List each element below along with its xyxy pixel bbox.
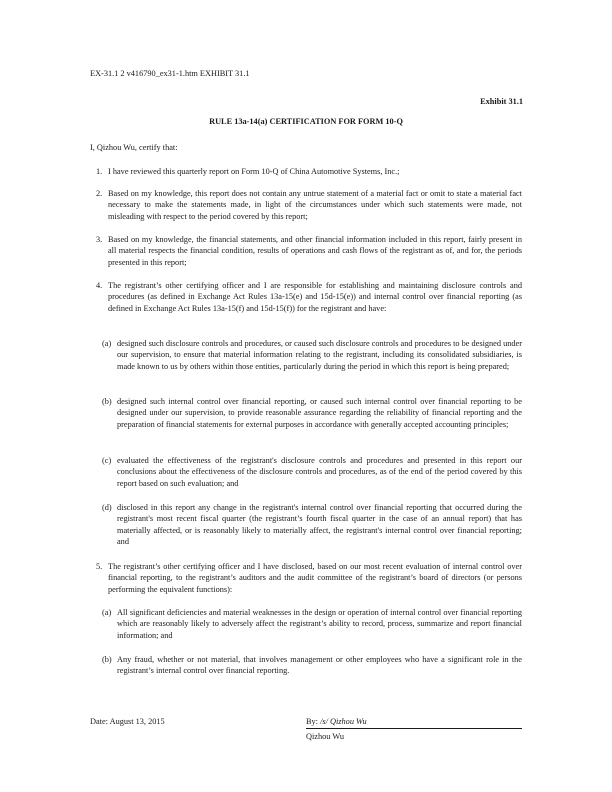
signature-line (306, 717, 367, 726)
subitem-text: disclosed in this report any change in the registrant's internal control over financial reporting that occurred during the registrant's most recent fiscal quarter (the registrant’s fourth fiscal quarter in the case of an annual report) that has materially affected, or is reasonably likely to materially affect, the registrant's internal control over financial reporting; and (117, 503, 522, 546)
subitem-text: evaluated the effectiveness of the registrant's disclosure controls and procedures and presented in this report our conclusions about the effectiveness of the disclosure controls and procedures, as of the end of the period covered by this report based on such evaluation; and (117, 456, 522, 488)
subitem-number: (a) (102, 339, 112, 348)
subitem-text: designed such disclosure controls and procedures, or caused such disclosure controls and procedures to be designed under our supervision, to ensure that material information relating to the registrant, including its consolidated subsidiaries, is made known to us by others within those entities, particularly during the period in which this report is being prepared; (117, 339, 522, 371)
item-number: 1. (96, 167, 103, 176)
item-number: 4. (96, 281, 103, 290)
exhibit-label: Exhibit 31.1 (480, 97, 523, 106)
date-line: Date: August 13, 2015 (90, 717, 165, 726)
subitem-text: designed such internal control over financial reporting, or caused such internal control over financial reporting to be designed under our supervision, to provide reasonable assurance regarding the reliability of financial reporting and the preparation of financial statements for external purposes in accordance with generally accepted accounting principles; (117, 397, 522, 429)
subitem-number: (a) (102, 608, 112, 617)
item-number: 3. (96, 235, 103, 244)
item-number: 2. (96, 189, 103, 198)
file-header-line: EX-31.1 2 v416790_ex31-1.htm EXHIBIT 31.1 (90, 69, 250, 78)
subitem-number: (b) (102, 655, 112, 664)
item-text: The registrant’s other certifying officer and I are responsible for establishing and maintaining disclosure controls and procedures (as defined in Exchange Act Rules 13a-15(e) and 15d-15(e)) and internal control over financial reporting (as defined in Exchange Act Rules 13a-15(f) and 15d-15(f)) for the registrant and have: (108, 281, 522, 313)
subitem-text: All significant deficiencies and material weaknesses in the design or operation of internal control over financial reporting which are reasonably likely to adversely affect the registrant’s ability to record, process, summarize and report financial information; and (117, 608, 522, 640)
subitem-text: Any fraud, whether or not material, that involves management or other employees who have a significant role in the registrant’s internal control over financial reporting. (117, 655, 522, 676)
subitem-number: (b) (102, 397, 112, 406)
document-title: RULE 13a-14(a) CERTIFICATION FOR FORM 10-Q (209, 117, 403, 126)
item-number: 5. (96, 562, 103, 571)
item-text: I have reviewed this quarterly report on Form 10-Q of China Automotive Systems, Inc.; (108, 167, 400, 176)
item-text: Based on my knowledge, the financial statements, and other financial information included in this report, fairly present in all material respects the financial condition, results of operations and cash flows of the registrant as of, and for, the periods presented in this report; (108, 235, 522, 267)
signatory-name: Qizhou Wu (306, 732, 344, 741)
item-text: The registrant’s other certifying officer and I have disclosed, based on our most recent evaluation of internal control over financial reporting, to the registrant’s auditors and the audit committee of the registrant’s board of directors (or persons performing the equivalent functions): (108, 562, 522, 594)
intro-statement: I, Qizhou Wu, certify that: (90, 143, 178, 152)
subitem-number: (d) (102, 503, 112, 512)
by-label: By: (306, 717, 318, 726)
subitem-number: (c) (102, 456, 112, 465)
item-text: Based on my knowledge, this report does not contain any untrue statement of a material fact or omit to state a material fact necessary to make the statements made, in light of the circumstances under which such statements were made, not misleading with respect to the period covered by this report; (108, 189, 522, 221)
signature-rule (306, 728, 522, 729)
signature-text: /s/ Qizhou Wu (320, 717, 367, 726)
